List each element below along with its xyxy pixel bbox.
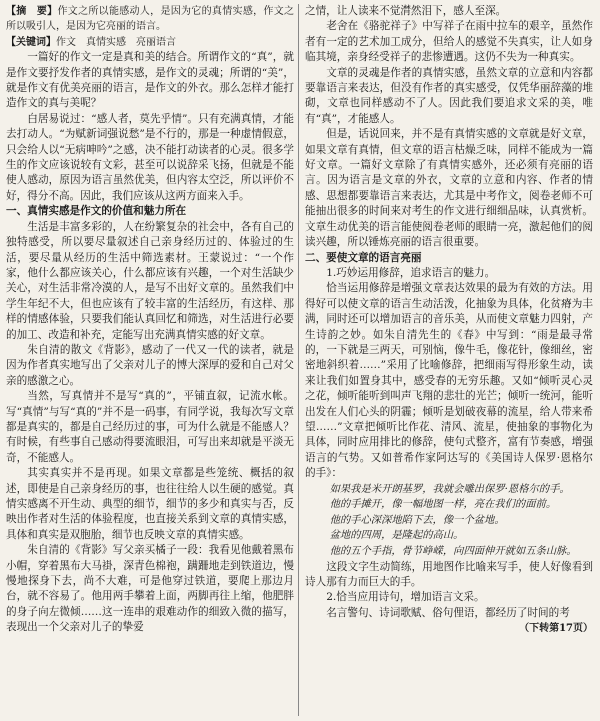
column-divider	[298, 4, 299, 716]
body-paragraph: 白居易说过：“感人者，莫先乎情”。只有充满真情，才能去打动人。“为赋新词强说愁”是不行的，那是一种虚情假意，只会给人以“无病呻吟”之感，决不能打动读者的心灵。很多学生的作文应该说较有文彩，甚至可以说辞采飞扬，但就是不能使人感动，原因为语言虽然优美，但内容太空泛，所以评价不好，得分不高。因此，我们应该从这两方面来入手。	[6, 112, 294, 202]
keywords-text: 作文 真情实感 亮丽语言	[56, 36, 176, 48]
body-paragraph: 这段文字生动简练，用地图作比喻来写手，使人好像看到诗人那有力而巨大的手。	[305, 560, 593, 588]
body-paragraph: 但是，话说回来，并不是有真情实感的文章就是好文章，如果文章有真情，但文章的语言枯燥乏味，同样不能成为一篇好文章。一篇好文章除了有真情实感外，还必须有亮丽的语言。因为语言是文章的外衣，文章的立意和内容、作者的情感、思想都要靠语言来表达，尤其是中考作文，阅卷老师不可能抽出很多的时间来对考生的作文进行细细品味，认真赏析。文章生动优美的语言能使阅卷老师的眼睛一亮，激起他们的阅读兴趣，所以锤炼亮丽的语言很重要。	[305, 128, 593, 249]
left-column	[6, 4, 294, 636]
continuation-note: （下转第17页）	[519, 623, 593, 635]
body-paragraph: 其实真实并不是再现。如果文章都是些笼统、概括的叙述，即使是自己亲身经历的事，也往往给人以生硬的感觉。真情实感离不开生动、典型的细节，细节的多少和真实与否，反映出作者对生活的体验程度，也直接关系到文章的真情实感，具体和真实是双胞胎，细节也反映文章的真情实感。	[6, 467, 294, 541]
body-paragraph: 名言警句、诗词歌赋、俗句俚语，都经历了时间的考	[326, 606, 570, 619]
body-paragraph: 恰当运用修辞是增强文章表达效果的最为有效的方法。用得好可以使文章的语言生动活泼，化抽象为具体，化贫瘠为丰满，同时还可以增加语言的音乐美，从而使文章魅力四射，产生诗韵之妙。如朱自清先生的《春》中写到：“雨是最寻常的，一下就是三两天，可别恼，像牛毛，像花针，像细丝，密密地斜织着……”采用了比喻修辞，把细雨写得形象生动，读来让我们如置身其中，感受春的无穷乐趣。又如“倾听灵心灵之花，倾听能听到叫声飞翔的悲壮的光芒；倾听一统河，能听出发在人们心头的阴霾；倾听是划破夜幕的流星，给人带来希望……”文章把倾听比作花、清风、流星，使抽象的事物化为具体，同时应用排比的修辞，使句式整齐，富有节奏感，增强语言的气势。又如普希作家阿达写的《美国诗人保罗·恩格尔的手》：	[305, 282, 593, 480]
keywords-label: 【关键词】	[6, 36, 56, 48]
body-paragraph: 文章的灵魂是作者的真情实感，虽然文章的立意和内容都要靠语言来表达，但没有作者的真实感受，仅凭华丽辞藻的堆砌，文章也同样感动不了人。因此我们要追求文采的美，唯有“真”，才能感人。	[305, 66, 593, 125]
subsection-heading: 2.恰当应用诗句，增加语言文采。	[326, 591, 485, 604]
section-two-heading: 二、要使文章的语言亮丽	[305, 251, 422, 264]
intro-paragraph: 一篇好的作文一定是真和美的结合。所谓作文的“真”，就是作文要抒发作者的真情实感，是作文的灵魂；所谓的“美”，就是作文有优美亮丽的语言，是作文的外衣。那么怎样才能打造作文的真与美呢？	[6, 51, 294, 110]
body-paragraph: 朱自清的散文《背影》，感动了一代又一代的读者，就是因为作者真实地写出了父亲对儿子的博大深厚的爱和自己对父亲的感激之心。	[6, 343, 294, 387]
poem-line: 盆地的四周，是隆起的高山。	[329, 529, 464, 542]
abstract-text: 作文之所以能感动人，是因为它的真情实感，作文之所以吸引人，是因为它亮丽的语言。	[6, 6, 295, 33]
body-paragraph: 当然，写真情并不是写“真的”，平铺直叙，记流水帐。写“真情”与写“真的”并不是一码事，有同学说，我每次写文章都是真实的，都是自己经历过的事，可为什么就是不能感人？有时候，有些事自己感动得要流眼泪，可写出来却就是平淡无奇，不能感人。	[6, 390, 294, 464]
abstract-label: 【摘 要】	[6, 6, 58, 17]
poem-quote	[309, 482, 593, 560]
poem-line: 他的手心深深地陷下去，像一个盆地。	[329, 513, 505, 526]
body-paragraph: 老舍在《骆驼祥子》中写祥子在雨中拉车的艰辛，虽然作者有一定的艺术加工成分，但给人的感觉不失真实，让人如身临其境，亲身经受祥子的悲惨遭遇。这仍不失为一种真实。	[305, 20, 593, 64]
abstract	[6, 4, 294, 35]
keywords	[6, 35, 294, 50]
continued-paragraph: 之情，让人读来不觉潸然泪下，感人至深。	[305, 5, 507, 17]
poem-line: 他的手摊开，像一幅地图一样，亮在我们的面前。	[329, 498, 557, 511]
body-paragraph: 生活是丰富多彩的，人在纷繁复杂的社会中，各有自己的独特感受，所以要尽量叙述自己亲身经历过的、体验过的生活，要尽量从经历的生活中筛选素材。王蒙说过：“一个作家，他什么都应该关心，什么都应该有兴趣，一个对生活缺少关心，对生活非常冷漠的人，是写不出好文章的。虽然我们中学生年纪不大，但也应该有了较丰富的生活经历，有这样、那样的情感体验，只要我们能认真回忆和筛选，对生活进行必要的加工、改造和补充，定能写出充满真情实感的好文章。	[6, 220, 294, 341]
section-one-heading: 一、真情实感是作文的价值和魅力所在	[6, 205, 187, 218]
poem-line: 如果我是米开朗基罗，我就会雕出保罗·恩格尔的手。	[329, 482, 570, 495]
subsection-heading: 1.巧妙运用修辞，追求语言的魅力。	[326, 266, 496, 279]
right-column	[305, 4, 593, 637]
poem-line: 他的五个手指，骨节峥嵘，向四面伸开就如五条山脉。	[329, 544, 577, 557]
body-paragraph: 朱自清的《背影》写父亲买橘子一段：我看见他戴着黑布小帽，穿着黑布大马褂，深青色棉袍，蹒跚地走到铁道边，慢慢地探身下去，尚不大难，可是他穿过铁道，要爬上那边月台，就不容易了。他用两手攀着上面，两脚再往上缩，他肥胖的身子向左微倾……这一连串的艰难动作的细致入微的描写，表现出一个父亲对儿子的挚爱	[6, 544, 294, 634]
